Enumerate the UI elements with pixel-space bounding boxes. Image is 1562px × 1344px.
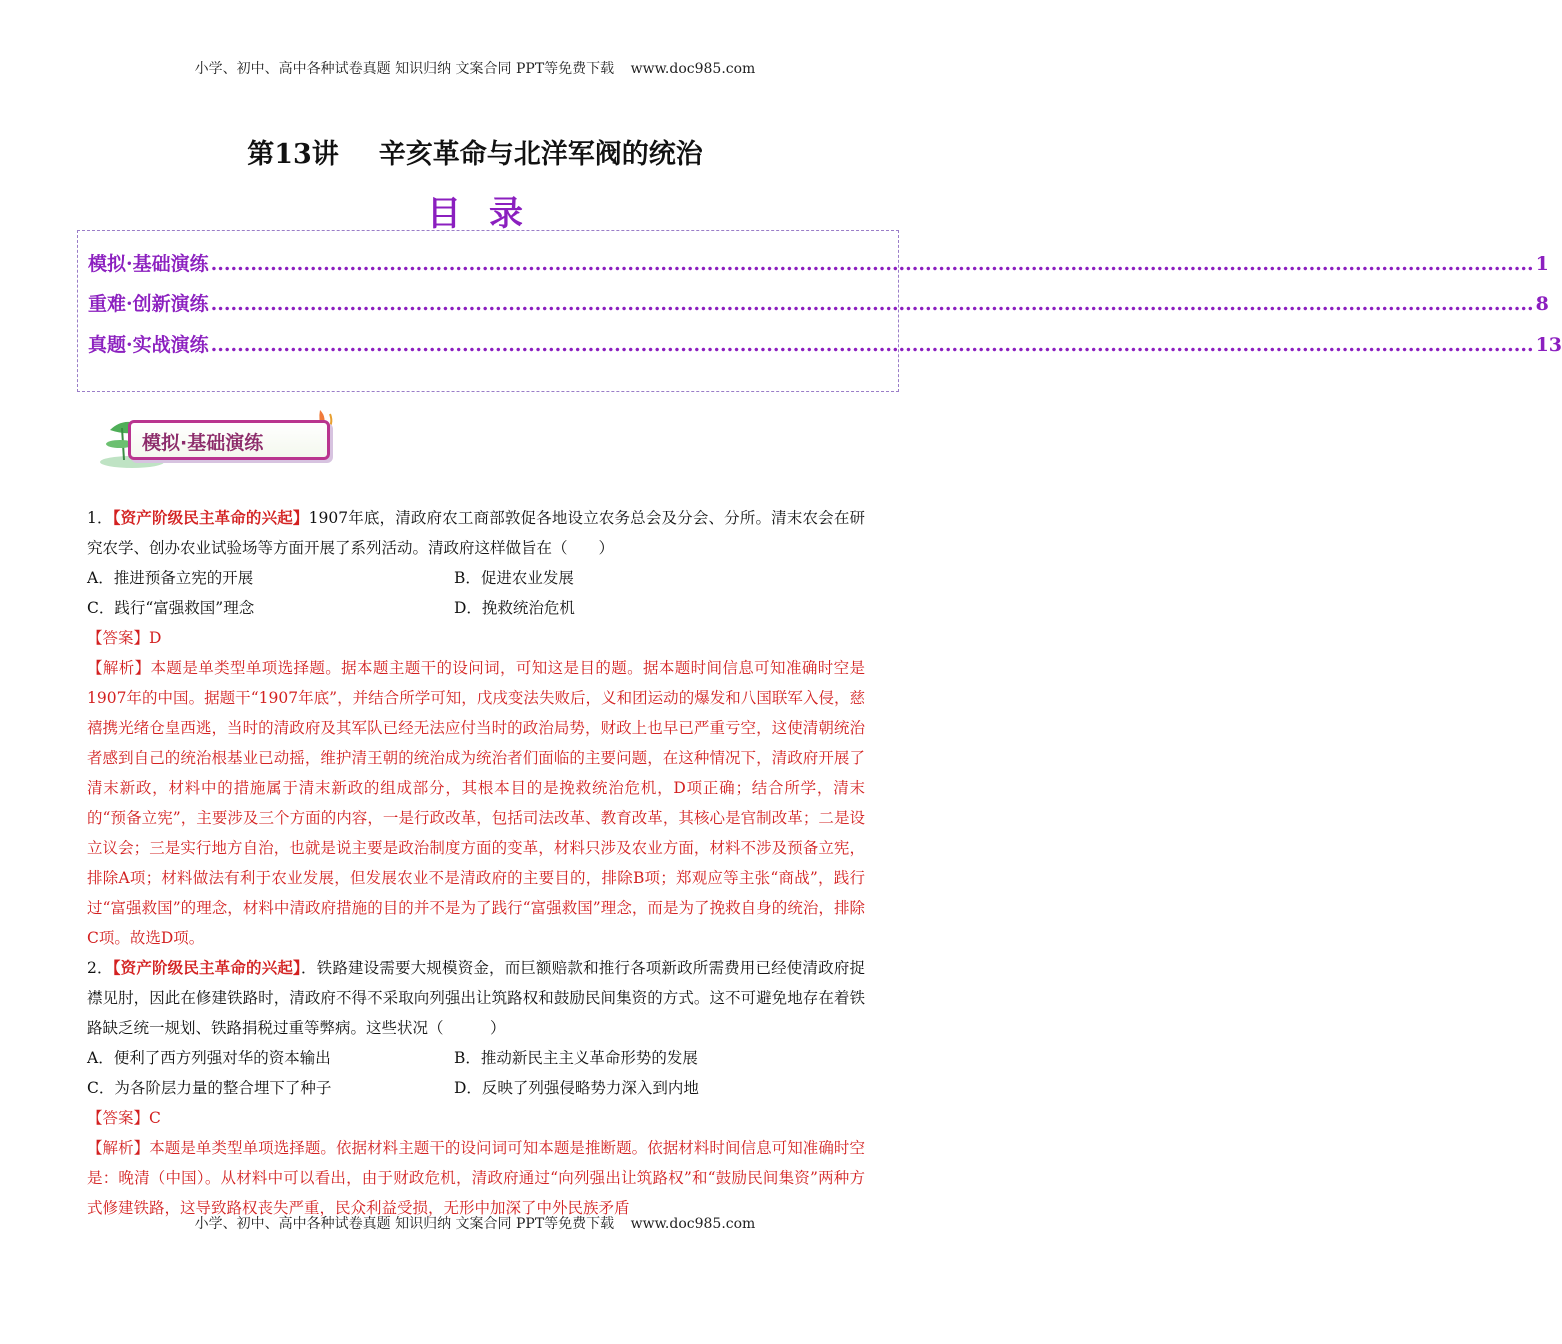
answer-line — [87, 1103, 865, 1133]
footer-site-url: www.doc985.com — [630, 1216, 756, 1232]
option-list — [87, 563, 865, 623]
answer-label: 【答案】 — [87, 629, 150, 647]
question-topic-tag: 【资产阶级民主革命的兴起】 — [112, 958, 301, 977]
question-number: 1． — [87, 509, 113, 527]
footer-site-text: 小学、初中、高中各种试卷真题 知识归纳 文案合同 PPT等免费下载 — [194, 1216, 615, 1232]
option-d: D．挽救统治危机 — [454, 599, 575, 617]
question-topic-tag: 【资产阶级民主革命的兴起】 — [112, 508, 309, 527]
toc-entry[interactable] — [88, 330, 1562, 357]
analysis-paragraph — [87, 653, 865, 953]
question-stem: 1907年底，清政府农工商部敦促各地设立农务总会及分会、分所。清末农会在研究农学、创办农业试验场等方面开展了系列活动。清政府这样做旨在（ ） — [87, 509, 865, 557]
header-site-url: www.doc985.com — [630, 61, 756, 77]
option-b: B．促进农业发展 — [454, 569, 574, 587]
document-title — [0, 132, 950, 171]
table-of-contents — [77, 230, 1562, 392]
page-footer — [0, 1213, 950, 1233]
answer-label: 【答案】 — [87, 1109, 150, 1127]
option-list — [87, 1043, 865, 1103]
option-d: D．反映了列强侵略势力深入到内地 — [454, 1079, 699, 1097]
toc-leader-dots: ........................................................................................................................................................................................................ — [210, 253, 1534, 275]
question-stem: ．铁路建设需要大规模资金，而巨额赔款和推行各项新政所需费用已经使清政府捉襟见肘，因此在修建铁路时，清政府不得不采取向列强出让筑路权和鼓励民间集资的方式。这不可避免地存在着铁路缺乏统一规划、铁路捐税过重等弊病。这些状况（ ） — [87, 959, 865, 1037]
question-list — [87, 503, 865, 1217]
question-item — [87, 953, 865, 1217]
question-stem-line — [87, 953, 865, 1043]
toc-leader-dots: ........................................................................................................................................................................................................ — [210, 293, 1534, 315]
analysis-paragraph — [87, 1133, 865, 1217]
toc-entry-label: 重难·创新演练 — [88, 293, 209, 315]
section-banner — [92, 400, 342, 472]
toc-heading: 目录 — [427, 194, 551, 234]
answer-line — [87, 623, 865, 653]
toc-entry[interactable] — [88, 289, 1549, 316]
header-site-text: 小学、初中、高中各种试卷真题 知识归纳 文案合同 PPT等免费下载 — [194, 61, 615, 77]
question-stem-line — [87, 503, 865, 563]
section-banner-label: 模拟·基础演练 — [142, 432, 264, 454]
analysis-text: 本题是单类型单项选择题。依据材料主题干的设问词可知本题是推断题。依据材料时间信息可知准确时空是：晚清（中国）。从材料中可以看出，由于财政危机，清政府通过“向列强出让筑路权”和“鼓励民间集资”两种方式修建铁路，这导致路权丧失严重，民众利益受损，无形中加深了中外民族矛盾 — [87, 1139, 865, 1217]
lesson-number: 第13讲 — [247, 139, 339, 170]
option-c: C．为各阶层力量的整合埋下了种子 — [87, 1079, 332, 1097]
option-a: A．便利了西方列强对华的资本输出 — [87, 1049, 331, 1067]
analysis-label: 【解析】 — [87, 1139, 150, 1157]
analysis-text: 本题是单类型单项选择题。据本题主题干的设问词，可知这是目的题。据本题时间信息可知准确时空是1907年的中国。据题干“1907年底”，并结合所学可知，戊戌变法失败后，义和团运动的爆发和八国联军入侵，慈禧携光绪仓皇西逃，当时的清政府及其军队已经无法应付当时的政治局势，财政上也早已严重亏空，这使清朝统治者感到自己的统治根基业已动摇，维护清王朝的统治成为统治者们面临的主要问题，在这种情况下，清政府开展了清末新政，材料中的措施属于清末新政的组成部分，其根本目的是挽救统治危机，D项正确；结合所学，清末的“预备立宪”，主要涉及三个方面的内容，一是行政改革，包括司法改革、教育改革，其核心是官制改革；二是设立议会；三是实行地方自治，也就是说主要是政治制度方面的变革，材料只涉及农业方面，材料不涉及预备立宪，排除A项；材料做法有利于农业发展，但发展农业不是清政府的主要目的，排除B项；郑观应等主张“商战”，践行过“富强救国”的理念，材料中清政府措施的目的并不是为了践行“富强救国”理念，而是为了挽救自身的统治，排除C项。故选D项。 — [87, 659, 865, 947]
toc-entry[interactable] — [88, 249, 1549, 276]
question-number: 2． — [87, 959, 113, 977]
analysis-label: 【解析】 — [87, 659, 151, 677]
option-a: A．推进预备立宪的开展 — [87, 569, 254, 587]
option-c: C．践行“富强救国”理念 — [87, 599, 255, 617]
toc-entry-label: 模拟·基础演练 — [88, 253, 209, 275]
answer-value: C — [149, 1109, 161, 1127]
question-item — [87, 503, 865, 953]
answer-value: D — [149, 629, 162, 647]
lesson-topic: 辛亥革命与北洋军阀的统治 — [378, 139, 703, 170]
page-header — [0, 58, 950, 78]
toc-leader-dots: ........................................................................................................................................................................................................ — [210, 334, 1534, 356]
toc-entry-label: 真题·实战演练 — [88, 334, 209, 356]
toc-entry-page: 13 — [1535, 334, 1562, 356]
option-b: B．推动新民主主义革命形势的发展 — [454, 1049, 698, 1067]
toc-entry-page: 1 — [1535, 253, 1549, 275]
toc-entry-page: 8 — [1535, 293, 1549, 315]
